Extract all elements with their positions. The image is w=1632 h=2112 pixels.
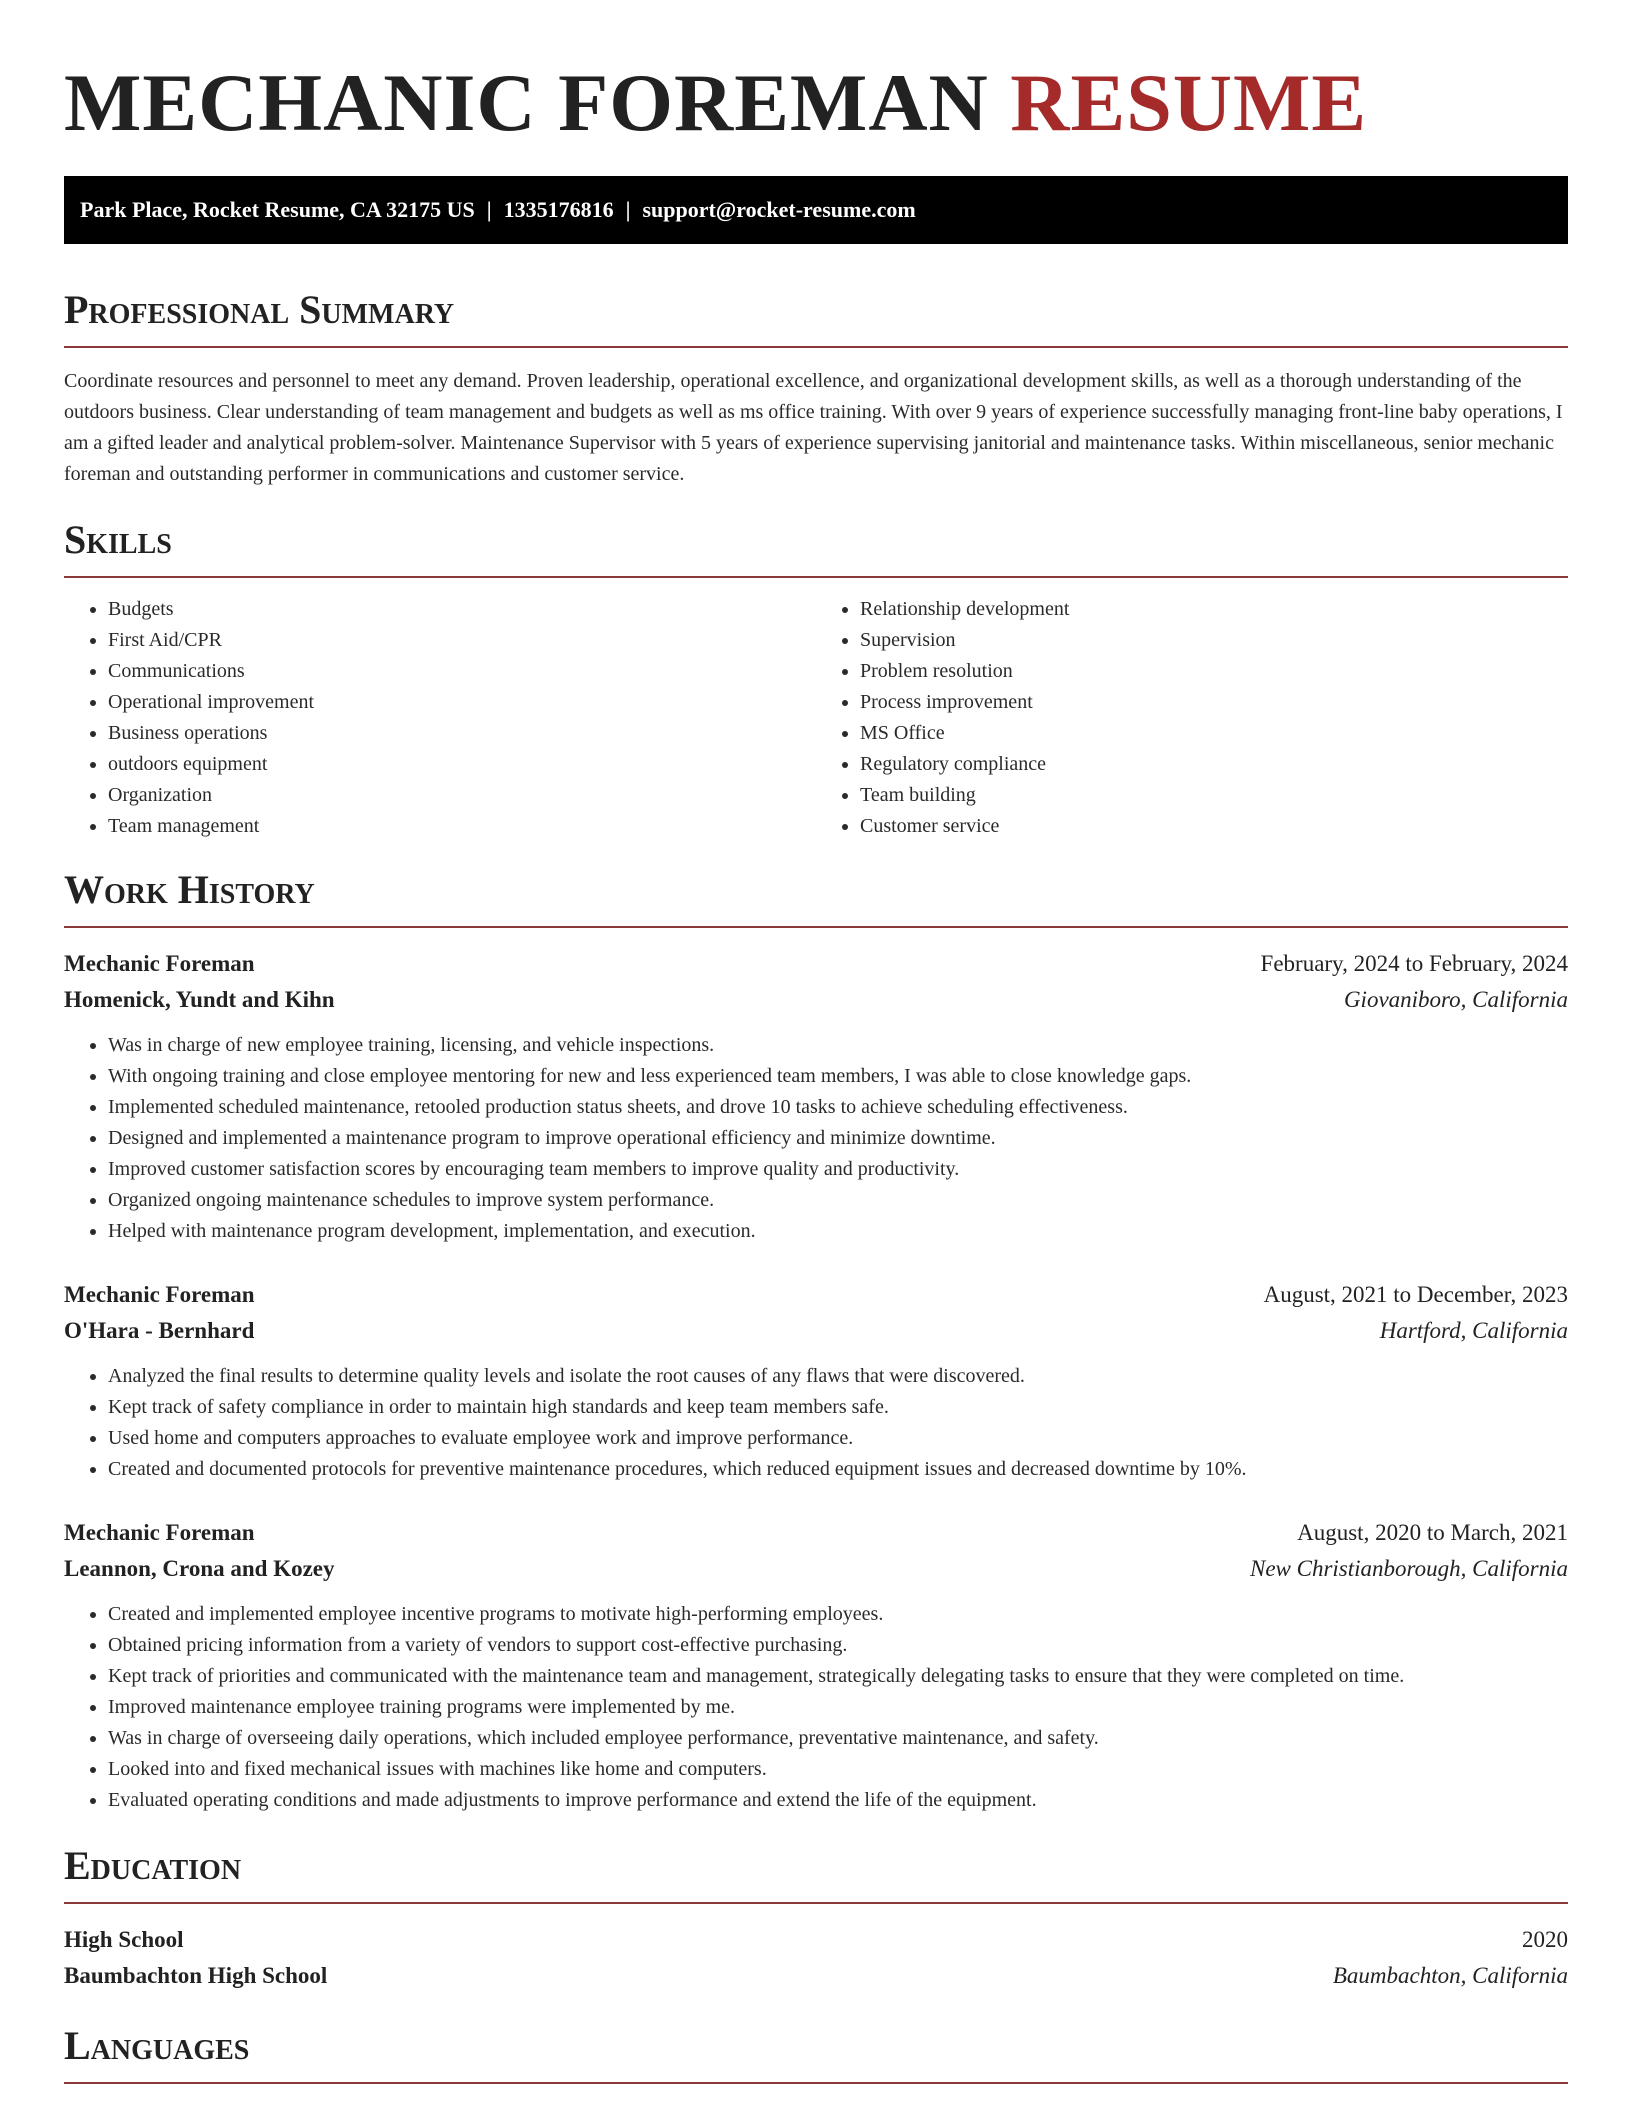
skill-item: • Regulatory compliance bbox=[860, 749, 1568, 780]
skill-item: • Customer service bbox=[860, 811, 1568, 842]
education-entry bbox=[64, 1922, 1568, 1994]
job-entry bbox=[64, 946, 1568, 1247]
job-location: New Christianborough, California bbox=[1249, 1556, 1568, 1581]
section-heading-languages: Languages bbox=[64, 2022, 1568, 2084]
skill-item: • Operational improvement bbox=[108, 687, 816, 718]
contact-separator: | bbox=[486, 197, 492, 222]
education-header-row bbox=[64, 1922, 1568, 1958]
job-bullet: • Was in charge of new employee training, licensing, and vehicle inspections. bbox=[108, 1030, 1568, 1061]
job-location: Giovaniboro, California bbox=[1343, 987, 1568, 1012]
job-company: Homenick, Yundt and Kihn bbox=[64, 987, 335, 1012]
skill-item: • First Aid/CPR bbox=[108, 625, 816, 656]
section-heading-summary: Professional Summary bbox=[64, 286, 1568, 348]
skill-item: • Problem resolution bbox=[860, 656, 1568, 687]
skill-item: • Process improvement bbox=[860, 687, 1568, 718]
job-bullet: • Created and implemented employee incentive programs to motivate high-performing employees. bbox=[108, 1599, 1568, 1630]
education-location: Baumbachton, California bbox=[1332, 1963, 1568, 1988]
resume-title bbox=[64, 0, 1568, 148]
job-bullet: • Kept track of safety compliance in order to maintain high standards and keep team members safe. bbox=[108, 1392, 1568, 1423]
contact-bar bbox=[64, 176, 1568, 244]
job-entry bbox=[64, 1277, 1568, 1485]
contact-email: support@rocket-resume.com bbox=[642, 197, 916, 222]
job-location: Hartford, California bbox=[1379, 1318, 1568, 1343]
skill-item: • Relationship development bbox=[860, 594, 1568, 625]
contact-address: Park Place, Rocket Resume, CA 32175 US bbox=[80, 197, 475, 222]
job-company-row bbox=[64, 1313, 1568, 1349]
skill-item: • Budgets bbox=[108, 594, 816, 625]
job-bullet: • Improved customer satisfaction scores by encouraging team members to improve quality and productivity. bbox=[108, 1154, 1568, 1185]
skill-item: • Organization bbox=[108, 780, 816, 811]
skill-item: • MS Office bbox=[860, 718, 1568, 749]
education-school-row bbox=[64, 1958, 1568, 1994]
skill-item: • Communications bbox=[108, 656, 816, 687]
education-school: Baumbachton High School bbox=[64, 1963, 328, 1988]
job-bullet: • Implemented scheduled maintenance, retooled production status sheets, and drove 10 tasks to achieve scheduling effectiveness. bbox=[108, 1092, 1568, 1123]
skill-item: • Business operations bbox=[108, 718, 816, 749]
section-heading-work-history: Work History bbox=[64, 866, 1568, 928]
job-bullet: • Organized ongoing maintenance schedules to improve system performance. bbox=[108, 1185, 1568, 1216]
job-bullet: • Helped with maintenance program development, implementation, and execution. bbox=[108, 1216, 1568, 1247]
job-bullets bbox=[64, 1030, 1568, 1247]
job-bullet: • Improved maintenance employee training programs were implemented by me. bbox=[108, 1692, 1568, 1723]
skills-column-left bbox=[64, 594, 816, 842]
job-bullet: • Created and documented protocols for preventive maintenance procedures, which reduced equipment issues and decreased downtime by 10%. bbox=[108, 1454, 1568, 1485]
job-bullet: • Used home and computers approaches to evaluate employee work and improve performance. bbox=[108, 1423, 1568, 1454]
job-bullet: • Was in charge of overseeing daily operations, which included employee performance, preventative maintenance, and safety. bbox=[108, 1723, 1568, 1754]
job-bullets bbox=[64, 1361, 1568, 1485]
job-title: Mechanic Foreman bbox=[64, 1520, 255, 1545]
job-dates: February, 2024 to February, 2024 bbox=[1260, 951, 1568, 976]
job-header-row bbox=[64, 946, 1568, 982]
section-heading-education: Education bbox=[64, 1842, 1568, 1904]
contact-separator: | bbox=[625, 197, 631, 222]
job-dates: August, 2020 to March, 2021 bbox=[1297, 1520, 1568, 1545]
skills-column-right bbox=[816, 594, 1568, 842]
skill-item: • Team building bbox=[860, 780, 1568, 811]
job-bullet: • Analyzed the final results to determine quality levels and isolate the root causes of any flaws that were discovered. bbox=[108, 1361, 1568, 1392]
job-bullet: • Looked into and fixed mechanical issues with machines like home and computers. bbox=[108, 1754, 1568, 1785]
job-bullet: • Evaluated operating conditions and made adjustments to improve performance and extend the life of the equipment. bbox=[108, 1785, 1568, 1816]
job-entry bbox=[64, 1515, 1568, 1816]
education-year: 2020 bbox=[1522, 1927, 1568, 1952]
job-header-row bbox=[64, 1515, 1568, 1551]
skill-item: • Supervision bbox=[860, 625, 1568, 656]
job-company-row bbox=[64, 982, 1568, 1018]
job-title: Mechanic Foreman bbox=[64, 1282, 255, 1307]
skill-item: • Team management bbox=[108, 811, 816, 842]
job-header-row bbox=[64, 1277, 1568, 1313]
title-accent: RESUME bbox=[1010, 57, 1368, 148]
job-company: Leannon, Crona and Kozey bbox=[64, 1556, 335, 1581]
job-bullet: • Kept track of priorities and communicated with the maintenance team and management, strategically delegating tasks to ensure that they were completed on time. bbox=[108, 1661, 1568, 1692]
job-bullet: • Designed and implemented a maintenance program to improve operational efficiency and minimize downtime. bbox=[108, 1123, 1568, 1154]
summary-text: Coordinate resources and personnel to meet any demand. Proven leadership, operational excellence, and organizational development skills, as well as a thorough understanding of the outdoors business. Clear understanding of team management and budgets as well as ms office training. With over 9 years of experience successfully managing front-line baby operations, I am a gifted leader and analytical problem-solver. Maintenance Supervisor with 5 years of experience supervising janitorial and maintenance tasks. Within miscellaneous, senior mechanic foreman and outstanding performer in communications and customer service. bbox=[64, 370, 1563, 485]
education-degree: High School bbox=[64, 1927, 184, 1952]
job-dates: August, 2021 to December, 2023 bbox=[1263, 1282, 1568, 1307]
skill-item: • outdoors equipment bbox=[108, 749, 816, 780]
skills-list bbox=[64, 594, 1568, 842]
job-company: O'Hara - Bernhard bbox=[64, 1318, 255, 1343]
job-bullets bbox=[64, 1599, 1568, 1816]
section-heading-skills: Skills bbox=[64, 516, 1568, 578]
job-bullet: • Obtained pricing information from a variety of vendors to support cost-effective purchasing. bbox=[108, 1630, 1568, 1661]
title-main: MECHANIC FOREMAN bbox=[64, 57, 989, 148]
job-title: Mechanic Foreman bbox=[64, 951, 255, 976]
job-company-row bbox=[64, 1551, 1568, 1587]
contact-phone: 1335176816 bbox=[503, 197, 614, 222]
job-bullet: • With ongoing training and close employee mentoring for new and less experienced team members, I was able to close knowledge gaps. bbox=[108, 1061, 1568, 1092]
